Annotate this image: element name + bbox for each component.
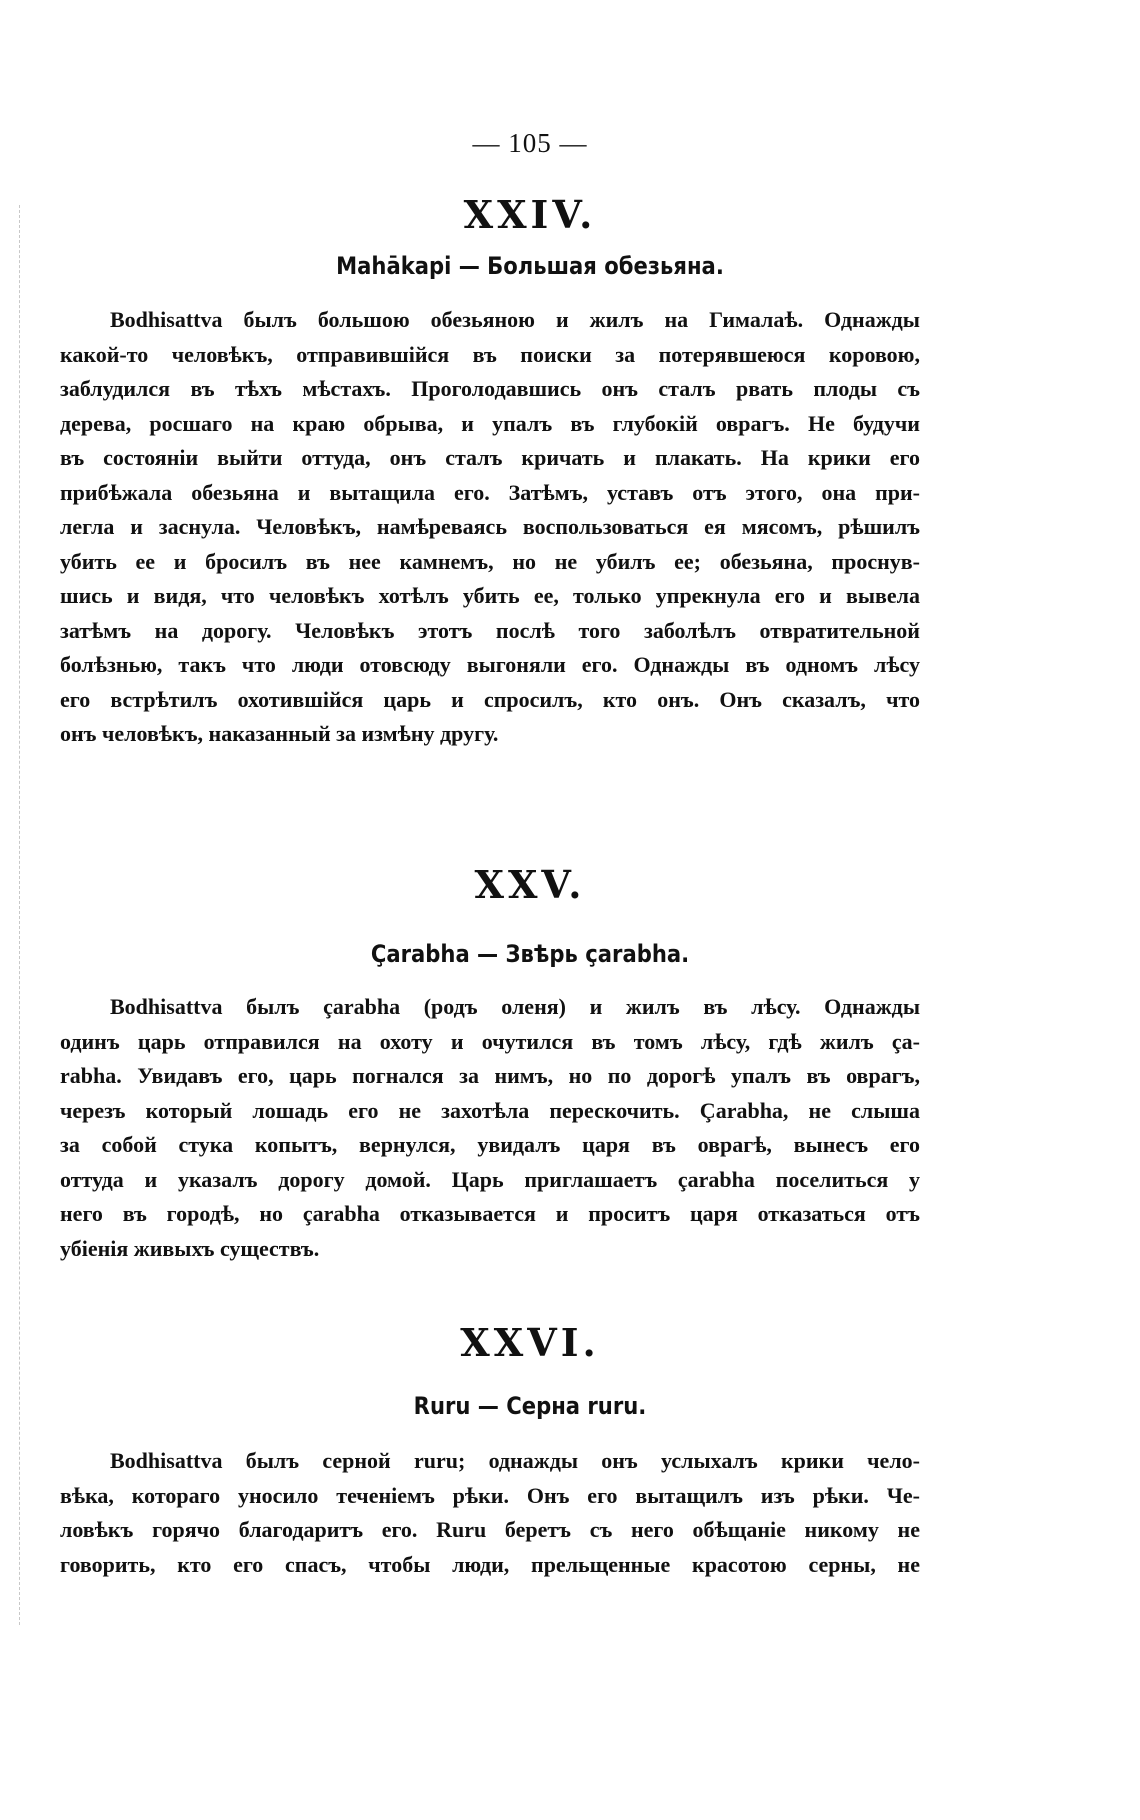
page-edge-rule xyxy=(19,205,21,1625)
section-title-mahakapi: Mahākapi — Большая обезьяна. xyxy=(336,252,724,280)
text-line: убіенія живыхъ существъ. xyxy=(60,1235,320,1261)
section-number-xxv: XXV. xyxy=(474,862,586,907)
text-line: его встрѣтилъ охотившійся царь и спросилъ, кто онъ. Онъ сказалъ, что xyxy=(60,686,920,712)
text-line: Bodhisattva былъ серной ruru; однажды онъ услыхалъ крики чело- xyxy=(110,1448,920,1473)
text-line: Bodhisattva былъ большою обезьяною и жилъ на Гималаѣ. Однажды xyxy=(110,307,920,332)
section-body-ruru xyxy=(60,1444,920,1582)
text-line: затѣмъ на дорогу. Человѣкъ этотъ послѣ того заболѣлъ отвратительной xyxy=(60,617,920,643)
text-line: черезъ который лошадь его не захотѣла перескочить. Çarabha, не слыша xyxy=(60,1097,920,1123)
text-line: убить ее и бросилъ въ нее камнемъ, но не убилъ ее; обезьяна, проснув- xyxy=(60,548,920,574)
text-line: шись и видя, что человѣкъ хотѣлъ убить ее, только упрекнула его и вывела xyxy=(60,583,920,608)
text-line: говорить, кто его спасъ, чтобы люди, прельщенные красотою серны, не xyxy=(60,1551,920,1577)
text-line: за собой стука копытъ, вернулся, увидалъ царя въ оврагѣ, вынесъ его xyxy=(60,1132,920,1157)
page-number: — 105 — xyxy=(472,128,588,158)
section-number-xxvi: XXVI. xyxy=(460,1320,600,1365)
text-line: легла и заснула. Человѣкъ, намѣреваясь воспользоваться ея мясомъ, рѣшилъ xyxy=(60,514,920,539)
text-line: rabha. Увидавъ его, царь погнался за нимъ, но по дорогѣ упалъ въ оврагъ, xyxy=(60,1063,920,1088)
text-line: оттуда и указалъ дорогу домой. Царь приглашаетъ çarabha поселиться у xyxy=(60,1166,920,1192)
text-line: заблудился въ тѣхъ мѣстахъ. Проголодавшись онъ сталъ рвать плоды съ xyxy=(60,376,920,401)
section-body-carabha xyxy=(60,990,920,1266)
text-line: онъ человѣкъ, наказанный за измѣну другу. xyxy=(60,721,499,746)
text-line: дерева, росшаго на краю обрыва, и упалъ въ глубокій оврагъ. Не будучи xyxy=(60,410,920,436)
section-number-xxiv: XXIV. xyxy=(463,192,597,237)
section-body-mahakapi xyxy=(60,303,920,752)
text-line: въ состояніи выйти оттуда, онъ сталъ кричать и плакать. На крики его xyxy=(60,445,920,470)
text-line: болѣзнью, такъ что люди отовсюду выгоняли его. Однажды въ одномъ лѣсу xyxy=(60,652,920,677)
text-line: Bodhisattva былъ çarabha (родъ оленя) и жилъ въ лѣсу. Однажды xyxy=(110,994,920,1019)
text-line: какой-то человѣкъ, отправившійся въ поиски за потерявшеюся коровою, xyxy=(60,341,920,367)
text-line: вѣка, котораго уносило теченіемъ рѣки. Онъ его вытащилъ изъ рѣки. Че- xyxy=(60,1482,920,1508)
section-title-ruru: Ruru — Серна ruru. xyxy=(413,1392,647,1420)
text-line: прибѣжала обезьяна и вытащила его. Затѣмъ, уставъ отъ этого, она при- xyxy=(60,479,920,505)
section-title-carabha: Çarabha — Звѣрь çarabha. xyxy=(370,940,690,968)
text-line: него въ городѣ, но çarabha отказывается и проситъ царя отказаться отъ xyxy=(60,1201,920,1226)
text-line: одинъ царь отправился на охоту и очутился въ томъ лѣсу, гдѣ жилъ ça- xyxy=(60,1028,920,1054)
text-line: ловѣкъ горячо благодаритъ его. Ruru беретъ съ него обѣщаніе никому не xyxy=(60,1517,920,1542)
